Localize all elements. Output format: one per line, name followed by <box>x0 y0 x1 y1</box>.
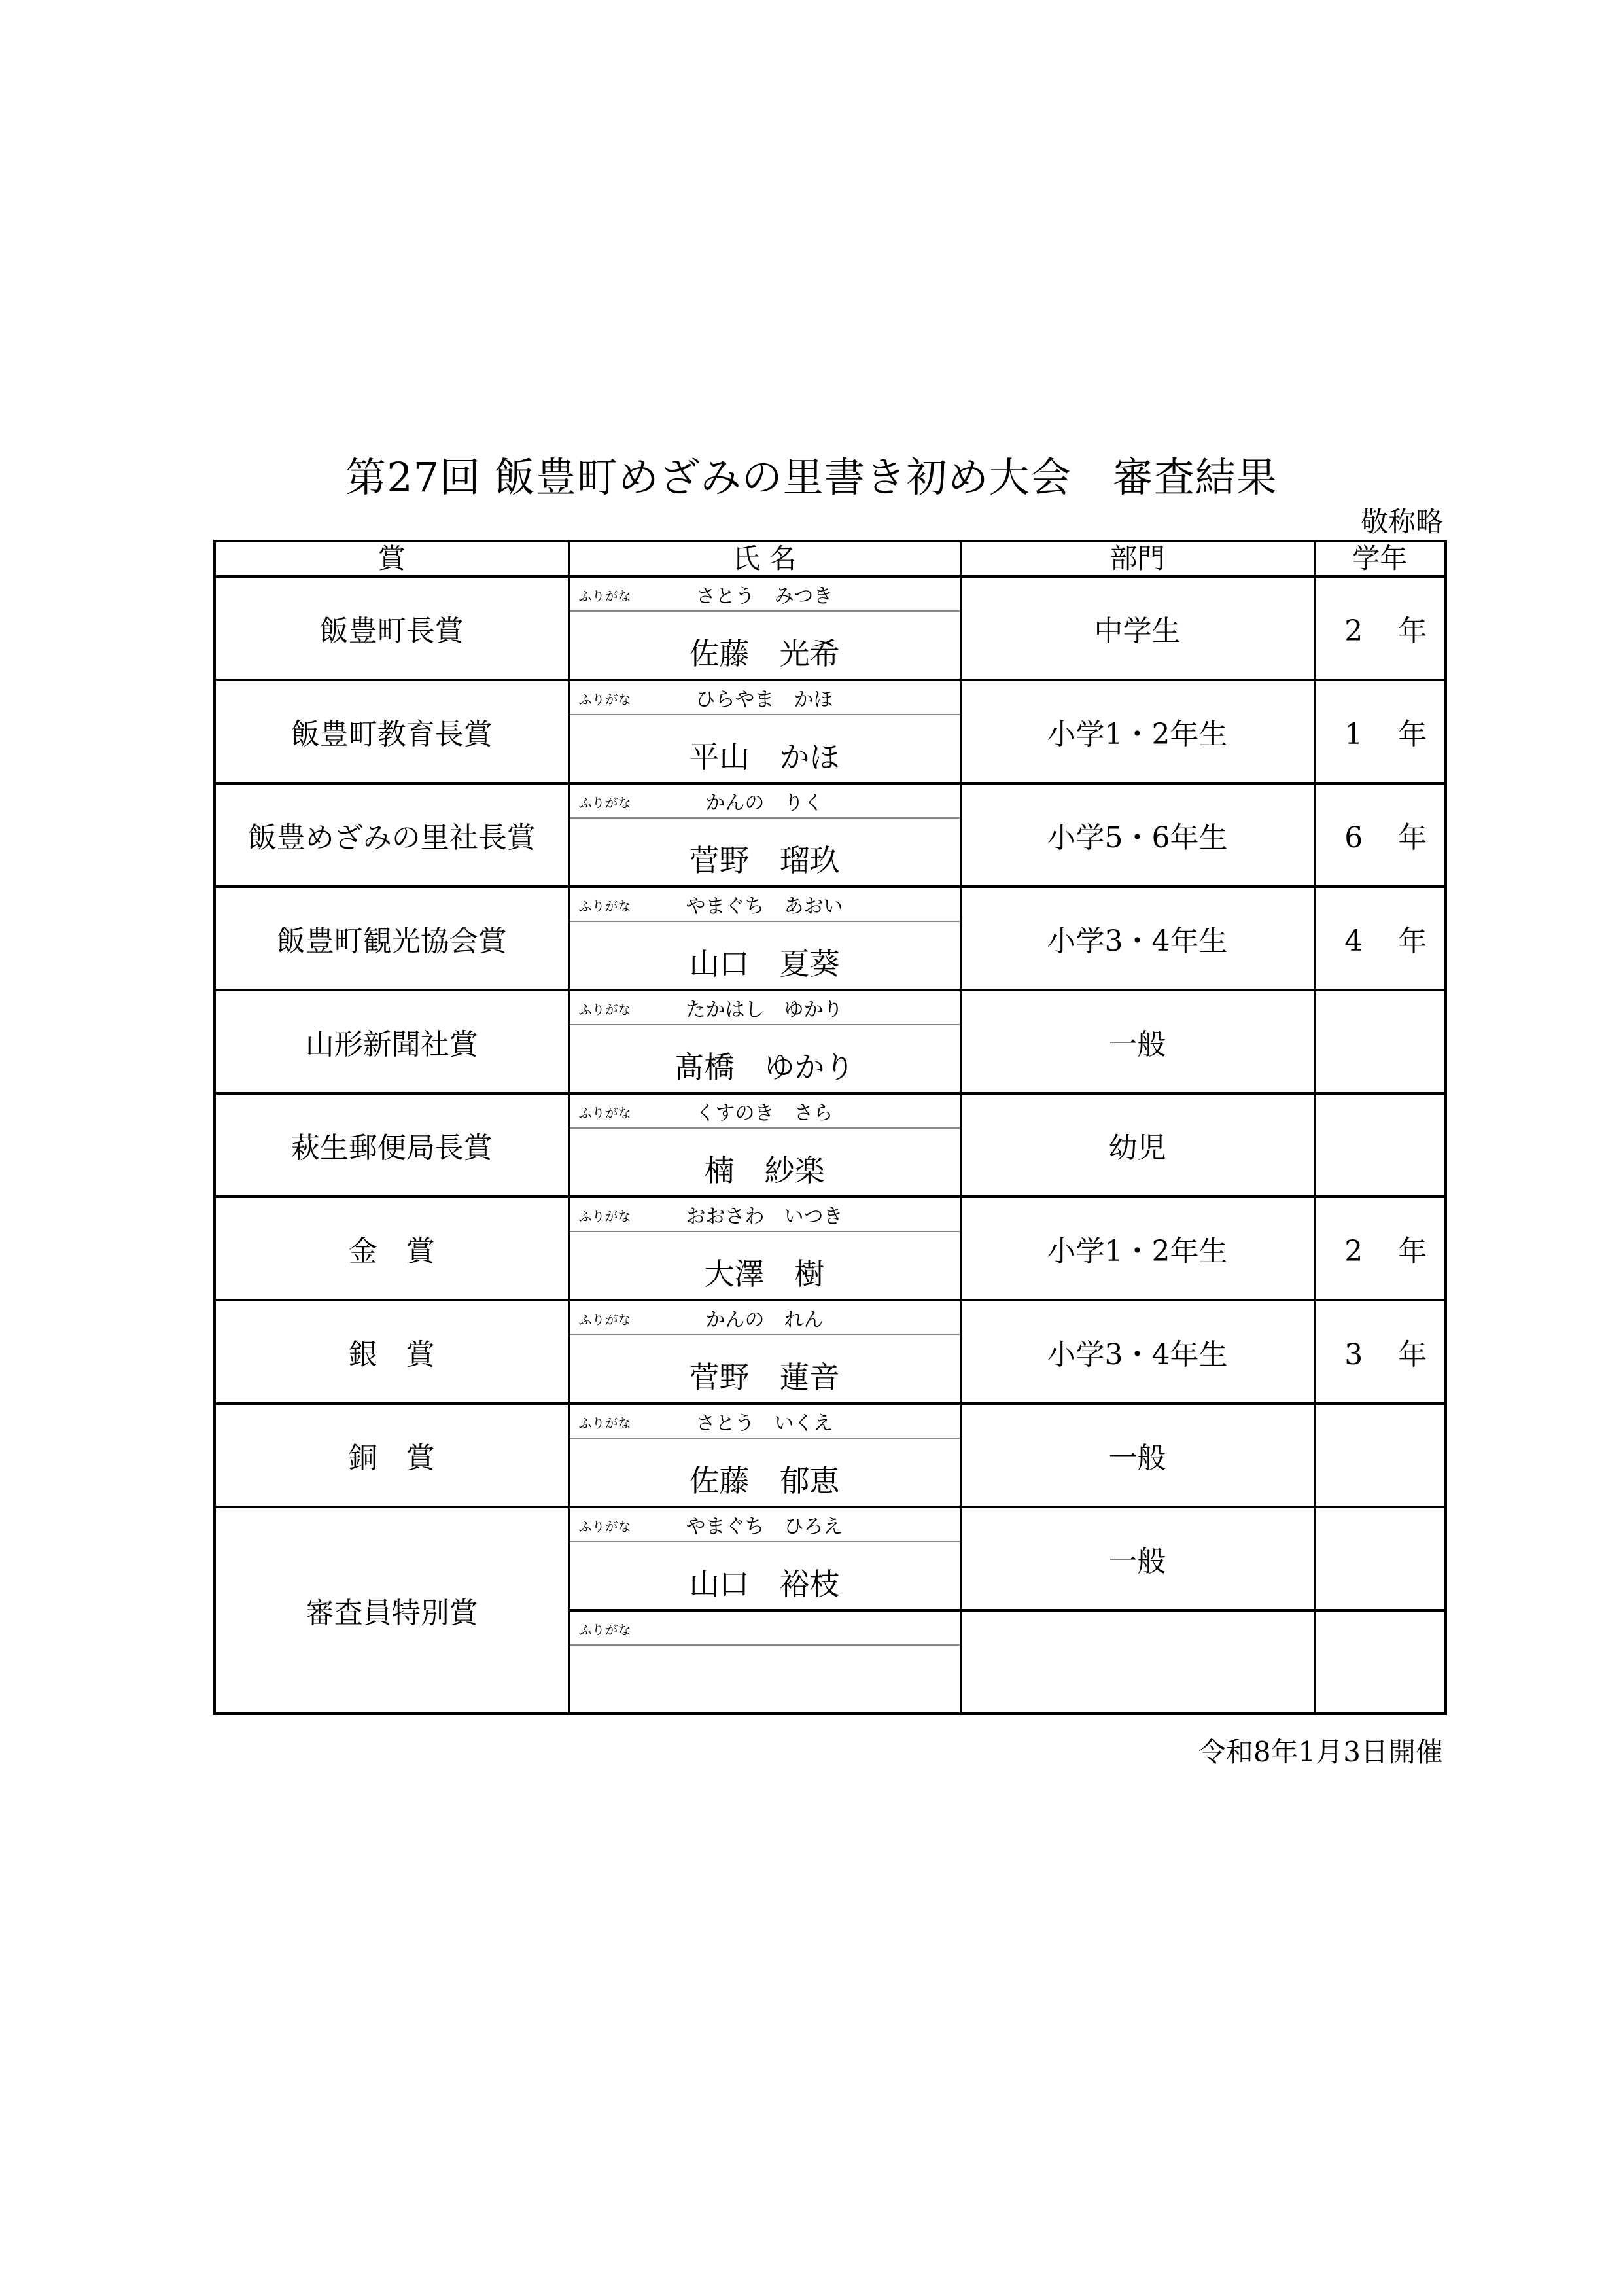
winner-name: 佐藤 郁恵 <box>568 1438 960 1507</box>
department: 幼児 <box>960 1093 1314 1197</box>
table-row <box>215 1093 1446 1128</box>
grade-number: 1 <box>1344 718 1363 751</box>
department: 小学1・2年生 <box>960 1197 1314 1300</box>
winner-name: 楠 紗楽 <box>568 1128 960 1197</box>
furigana-label: ふりがな <box>578 588 631 604</box>
table-header-row <box>215 541 1446 576</box>
grade-number: 2 <box>1344 1235 1363 1268</box>
winner-name: 大澤 樹 <box>568 1231 960 1300</box>
honorific-note: 敬称略 <box>1360 506 1443 538</box>
grade-number: 2 <box>1344 614 1363 648</box>
award-name: 審査員特別賞 <box>215 1507 568 1714</box>
department: 一般 <box>960 1404 1314 1507</box>
award-name: 銀 賞 <box>215 1300 568 1404</box>
grade-unit: 年 <box>1398 821 1427 855</box>
grade-number: 6 <box>1344 821 1363 855</box>
table-row <box>215 680 1446 715</box>
department: 小学3・4年生 <box>960 887 1314 990</box>
results-table <box>213 540 1447 1715</box>
furigana-text: ひらやま かほ <box>695 688 833 711</box>
furigana-text: さとう みつき <box>695 585 833 608</box>
furigana-text: かんの りく <box>705 792 824 815</box>
furigana-cell <box>568 576 960 611</box>
award-name: 金 賞 <box>215 1197 568 1300</box>
event-date: 令和8年1月3日開催 <box>1198 1736 1443 1768</box>
grade <box>1314 1404 1446 1507</box>
page-title: 第27回 飯豊町めざみの里書き初め大会 審査結果 <box>345 453 1278 501</box>
table-row <box>215 1300 1446 1335</box>
grade <box>1314 1507 1446 1610</box>
department: 一般 <box>960 990 1314 1093</box>
department: 中学生 <box>960 576 1314 680</box>
furigana-cell <box>568 1610 960 1645</box>
table-row <box>215 887 1446 921</box>
grade-unit: 年 <box>1398 925 1427 958</box>
furigana-cell <box>568 680 960 715</box>
grade-unit: 年 <box>1398 1338 1427 1371</box>
furigana-label: ふりがな <box>578 898 631 914</box>
winner-name: 菅野 蓮音 <box>568 1335 960 1404</box>
grade <box>1314 783 1446 887</box>
grade-unit: 年 <box>1398 614 1427 648</box>
furigana-label: ふりがな <box>578 1519 631 1534</box>
furigana-text: くすのき さら <box>695 1102 833 1125</box>
furigana-cell <box>568 783 960 818</box>
grade <box>1314 887 1446 990</box>
grade <box>1314 576 1446 680</box>
header-name: 氏 名 <box>568 541 960 576</box>
grade-number: 4 <box>1344 925 1363 958</box>
award-name: 銅 賞 <box>215 1404 568 1507</box>
table-row <box>215 1197 1446 1231</box>
header-award: 賞 <box>215 541 568 576</box>
furigana-cell <box>568 887 960 921</box>
grade-unit: 年 <box>1398 718 1427 751</box>
furigana-label: ふりがな <box>578 1415 631 1431</box>
winner-name: 髙橋 ゆかり <box>568 1025 960 1093</box>
grade <box>1314 1197 1446 1300</box>
furigana-label: ふりがな <box>578 692 631 707</box>
table-row <box>215 1507 1446 1542</box>
winner-name: 佐藤 光希 <box>568 611 960 680</box>
department: 一般 <box>960 1507 1314 1610</box>
grade <box>1314 680 1446 783</box>
furigana-text: かんの れん <box>705 1309 824 1332</box>
winner-name <box>568 1645 960 1714</box>
table-row <box>215 990 1446 1025</box>
header-department: 部門 <box>960 541 1314 576</box>
grade-unit: 年 <box>1398 1235 1427 1268</box>
table-row <box>215 576 1446 611</box>
grade <box>1314 1610 1446 1714</box>
award-name: 飯豊町教育長賞 <box>215 680 568 783</box>
award-name: 飯豊めざみの里社長賞 <box>215 783 568 887</box>
department: 小学5・6年生 <box>960 783 1314 887</box>
furigana-cell <box>568 990 960 1025</box>
winner-name: 平山 かほ <box>568 715 960 783</box>
furigana-label: ふりがな <box>578 1312 631 1328</box>
grade <box>1314 1300 1446 1404</box>
furigana-cell <box>568 1404 960 1438</box>
header-grade: 学年 <box>1314 541 1446 576</box>
department <box>960 1610 1314 1714</box>
furigana-text: やまぐち あおい <box>686 895 843 918</box>
department: 小学3・4年生 <box>960 1300 1314 1404</box>
furigana-label: ふりがな <box>578 795 631 811</box>
furigana-text: やまぐち ひろえ <box>686 1515 843 1538</box>
furigana-text: たかはし ゆかり <box>686 998 843 1021</box>
furigana-cell <box>568 1197 960 1231</box>
furigana-text: おおさわ いつき <box>686 1205 843 1228</box>
winner-name: 山口 夏葵 <box>568 921 960 990</box>
grade <box>1314 1093 1446 1197</box>
award-name: 飯豊町観光協会賞 <box>215 887 568 990</box>
furigana-text: さとう いくえ <box>695 1412 833 1435</box>
award-name: 山形新聞社賞 <box>215 990 568 1093</box>
winner-name: 山口 裕枝 <box>568 1542 960 1610</box>
grade-number: 3 <box>1344 1338 1363 1371</box>
furigana-label: ふりがな <box>578 1105 631 1121</box>
furigana-label: ふりがな <box>578 1209 631 1224</box>
winner-name: 菅野 瑠玖 <box>568 818 960 887</box>
department: 小学1・2年生 <box>960 680 1314 783</box>
table-row <box>215 1404 1446 1438</box>
furigana-cell <box>568 1093 960 1128</box>
award-name: 飯豊町長賞 <box>215 576 568 680</box>
grade <box>1314 990 1446 1093</box>
furigana-cell <box>568 1300 960 1335</box>
furigana-label: ふりがな <box>578 1622 631 1638</box>
table-row <box>215 783 1446 818</box>
award-name: 萩生郵便局長賞 <box>215 1093 568 1197</box>
furigana-cell <box>568 1507 960 1542</box>
furigana-label: ふりがな <box>578 1002 631 1017</box>
